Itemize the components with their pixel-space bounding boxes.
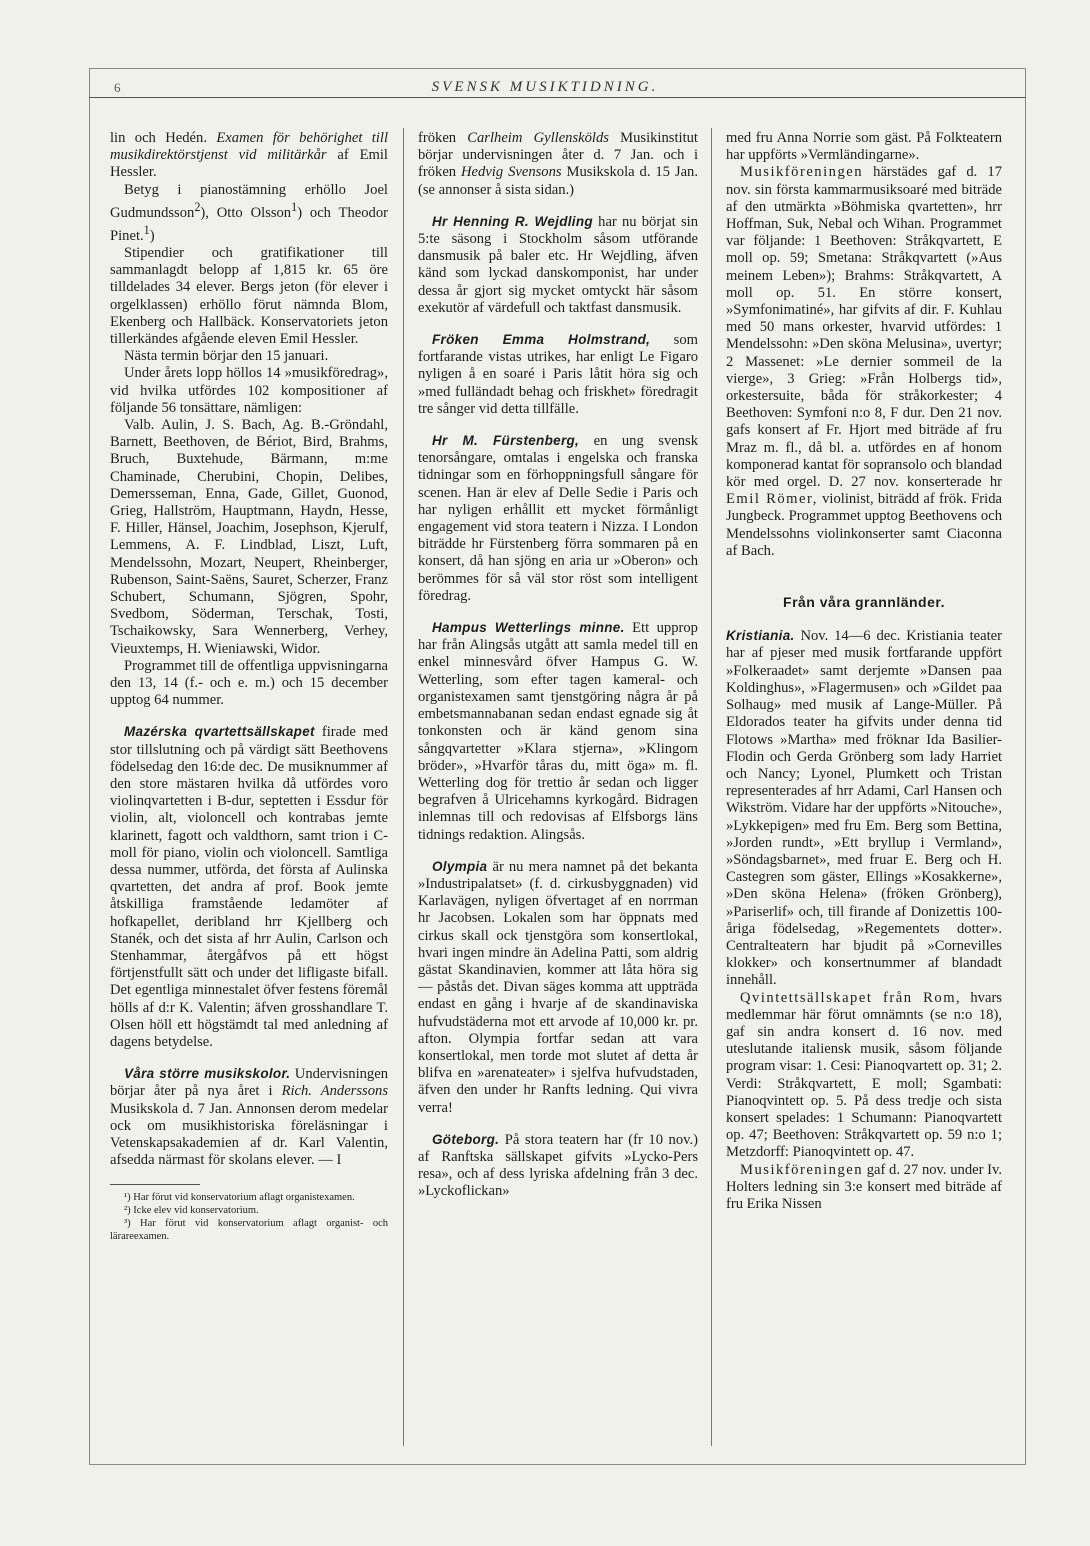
article-holmstrand [418, 331, 698, 418]
text: Icke elev vid konservatorium. [133, 1204, 259, 1216]
footnote-rule [110, 1184, 200, 1185]
text: Musikföreningen [740, 1161, 864, 1178]
paragraph [726, 990, 1002, 1162]
column-3 [726, 130, 1002, 1213]
article-heading: Kristiania. [726, 628, 795, 644]
article-heading: Olympia [432, 858, 488, 874]
article-mazerska [110, 723, 388, 1051]
text: fröken [418, 130, 457, 146]
paragraph: Stipendier och gratifikationer till sammanlagdt belopp af 1,815 kr. 65 öre tilldelades 34 elever. Bergs jeton (för elever i orgelklassen) erhöllo förut nämnda Blom, Ekenberg och Hallbäck. Konservatoriets jeton tillerkändes afgående eleven Emil Hessler. [110, 244, 388, 347]
article-body: är nu mera namnet på det bekanta »Industripalatset» (f. d. cirkusbyggnaden) vid Karlavägen, nyligen öfvertaget af en norrman hr Jacobsen. Lokalen som har öppnats med cirkus skall ock tjenstgöra som konsertlokal, hvari ingen mindre än Adelina Patti, som aldrig gästat Skandinavien, kommer att låta höra sig — påstås det. Divan säges komma att uppträda endast en gång i hvarje af de skandinaviska hufvudstäderna mot ett arvode af 10,000 kr. pr. afton. Olympia fortfar sedan att vara konsertlokal, men torde mot slutet af detta år blifva en »arenateater» i sjelfva hufvudstaden, äfven den under hr Ranfts ledning. Qui vivra verra! [418, 858, 698, 1116]
paragraph: Valb. Aulin, J. S. Bach, Ag. B.-Gröndahl, Barnett, Beethoven, de Bériot, Bird, Brahms, Bruch, Buxtehude, Bärmann, m:me Chaminade, Cherubini, Chopin, Delibes, Demersseman, Enna, Gade, Gillet, Guonod, Grieg, Hallström, Hauptmann, Haydn, Hesse, F. Hiller, Hänsel, Joachim, Josephson, Kjerulf, Lemmens, A. F. Lindblad, Liszt, Luft, Mendelssohn, Mozart, Neupert, Rheinberger, Rubenson, Saint-Saëns, Sauret, Scherzer, Franz Schubert, Schumann, Sjögren, Spohr, Svedbom, Söderman, Terschak, Tosti, Tschaikowsky, Sara Wennerberg, Verhey, Vieuxtemps, H. Wieniawski, Widor. [110, 416, 388, 657]
text: ), Otto Olsson [200, 204, 292, 221]
paragraph: Programmet till de offentliga uppvisningarna den 13, 14 (f.- och e. m.) och 15 december upptog 64 nummer. [110, 657, 388, 709]
paragraph [418, 130, 698, 199]
footnote-marker: ²) [124, 1204, 131, 1216]
text: Emil Römer, [726, 491, 818, 508]
article-body: har nu börjat sin 5:te säsong i Stockholm såsom utförande dansmusik på baler etc. Hr Wejdling, äfven känd som lyckad danskomponist, har under dessa år gjort sig mycket omtyckt här såsom exekutör af värdefull och taktfast dansmusik. [418, 213, 698, 316]
column-1 [110, 130, 388, 1243]
text: violinist, biträdd af frök. Frida Jungbeck. Programmet upptog Beethovens och Mendelssohns violinkonserter samt Ciaconna af Bach. [726, 491, 1002, 559]
article-wejdling [418, 213, 698, 317]
article-body: firade med stor tillslutning och på värdigt sätt Beethovens födelsedag den 16:de dec. De musiknummer af den store mästaren hvilka då utfördes voro violinqvartetten i B-dur, septetten i Essdur för violin, alt, violoncell och kontrabas jemte klarinett, fagott och valdthorn, samt trion i C-moll för piano, violin och violoncell. Samtliga dessa nummer, utförda, det första af Aulinska qvartetten, det andra af prof. Book jemte åtskilliga framstående ledamöter af hofkapellet, deribland hrr Kjellberg och Stanék, och det sista af hrr Aulin, Carlson och Stenhammar, återgåfvos på ett högst förtjenstfullt sätt och under det lifligaste bifall. Det egentliga minnestalet öfver festens föremål hölls af d:r K. Valentin; äfven grosshandlare T. Olsen höll ett högstämdt tal med anledning af dagens betydelse. [110, 724, 388, 1051]
text: gaf d. 27 nov. under Iv. Holters ledning sin 3:e konsert med biträde af fru Erika Nissen [726, 1161, 1002, 1212]
footnote-marker: ¹) [124, 1191, 131, 1203]
text: Betyg i pianostämning erhöllo Joel Gudmundsson [110, 181, 388, 221]
footnote-ref: 1 [143, 222, 150, 237]
article-goteborg [418, 1131, 698, 1201]
article-olympia [418, 858, 698, 1117]
article-body: en ung svensk tenorsångare, omtalas i engelska och franska tidningar som en förhoppningsfull sångare för scenen. Han är elev af Delle Sedie i Paris och har nyligen erhållit ett mycket förmånligt engagement vid stora teatern i Nizza. I London biträdde hr Fürstenberg förra sommaren på en konsert, då han sjöng en aria ur »Oberon» och berömmes för så väl stor röst som intelligent föredrag. [418, 433, 698, 604]
text: Musikföreningen [740, 164, 864, 181]
article-heading: Göteborg. [432, 1131, 500, 1147]
article-body: På stora teatern har (fr 10 nov.) af Ranftska sällskapet gifvits »Lycko-Pers resa», och af dess lyriska afdelning från 3 dec. »Lyckoflickan» [418, 1131, 698, 1200]
paragraph [110, 130, 388, 182]
footnote-marker: ³) [124, 1217, 131, 1229]
text: Qvintettsällskapet från Rom, [740, 989, 962, 1006]
text: hvars medlemmar här förut omnämnts (se n:o 18), gaf sin andra konsert d. 16 nov. med uteslutande italiensk musik, såsom följande program visar: 1. Cesi: Pianoqvartett op. 31; 2. Verdi: Stråkqvartett, E moll; Sgambati: Pianoqvintett op. 5. På dess tredje och sista konsert spelades: 1 Schumann: Pianoqvartett op. 47; Beethoven: Stråkqvartett op. 59 n:o 1; Metzdorff: Pianoqvintett op. 47. [726, 989, 1002, 1161]
paragraph: Nästa termin börjar den 15 januari. [124, 348, 329, 365]
column-rule-2 [711, 128, 712, 1446]
text: Carlheim Gyllenskölds [467, 130, 609, 146]
article-heading: Våra större musikskolor. [124, 1066, 291, 1082]
article-body: Musikskola d. 7 Jan. Annonsen derom medelar ock om musikhistoriska föreläsningar i Vetenskapsakademien af dr. Karl Valentin, afsedda närmast för skolans elever. — I [110, 1100, 388, 1169]
article-body: Ett upprop har från Alingsås utgått att samla medel till en enkel minnesvård öfver Hampus G. W. Wetterling, som efter tagen kameral- och organistexamen samt tjenstgöring några år på embetsmannabanan sedan endast egnade sig åt tonkonsten och är känd genom sina sångqvartetter »Klara stjerna», »Klingom bröder», »Hvarför tåras du, mitt öga» m. fl. Wetterling dog för trettio år sedan och ligger begrafven å Ulricehamns kyrkogård. Bidragen inlemnas till och redovisas af Elfsborgs läns tidnings redaktion. Alingsås. [418, 620, 698, 843]
paragraph [110, 182, 388, 245]
section-title: Från våra grannländer. [783, 594, 945, 611]
article-heading: Hr M. Fürstenberg, [432, 433, 580, 449]
paragraph [726, 164, 1002, 560]
footnote [110, 1217, 388, 1243]
paragraph: med fru Anna Norrie som gäst. På Folkteatern har uppförts »Vermländingarne». [726, 130, 1002, 164]
text: lin och Hedén. [110, 130, 207, 146]
footnote-ref: 1 [291, 199, 298, 214]
article-heading: Hr Henning R. Wejdling [432, 213, 593, 229]
text: Hedvig Svensons [461, 164, 562, 181]
text: af Emil Hessler. [110, 147, 388, 181]
article-musikskolor [110, 1065, 388, 1169]
article-heading: Hampus Wetterlings minne. [432, 620, 625, 636]
page-number: 6 [114, 80, 121, 95]
running-title: SVENSK MUSIKTIDNING. [431, 79, 659, 95]
text: Examen för behörighet till musikdirektörstjenst vid militärkår [110, 130, 388, 164]
article-body: Undervisningen börjar åter på nya året i [110, 1066, 389, 1100]
article-heading: Mazérska qvartettsällskapet [124, 724, 315, 740]
text: härstädes gaf d. 17 nov. sin första kammarmusiksoaré med biträde af den utmärkta »Böhmiska qvartetten», hrr Hoffman, Suk, Nebal och Wihan. Programmet var följande: 1 Beethoven: Stråkqvartett, E moll op. 59; Smetana: Stråkqvartett (»Aus meinem Leben»); Brahms: Stråkqvartett, A moll op. 51. En större konsert, »Symfonimatiné», har gifvits af dir. F. Kuhlau med 50 mans orkester, hvarvid utfördes: 1 Mendelssohn: »Den sköna Melusina», uvertyr; 2 Massenet: »Le dernier sommeil de la vierge», 3 Grieg: »Från Holbergs tid», orkestersuite, båda för stråkorkester; 4 Beethoven: Symfoni n:o 8, F dur. Den 21 nov. gafs konsert af Fr. Hjort med biträde af fru Mraz m. fl., då bl. a. utfördes en af honom komponerad kantat för sopransolo och blandad kör med orgel. D. 27 nov. konserterade hr [726, 164, 1002, 491]
text: Musikskola d. 15 Jan. (se annonser å sista sidan.) [418, 164, 698, 198]
article-body: som fortfarande vistas utrikes, har enligt Le Figaro nyligen å en soaré i Paris låtit höra sig och »med fulländadt behag och friskhet» föredragit tre sånger vid detta tillfälle. [418, 332, 698, 417]
header-rule [89, 97, 1026, 98]
footnote [110, 1191, 388, 1204]
text: Har förut vid konservatorium aflagt organistexamen. [133, 1191, 355, 1203]
paragraph: Under årets lopp höllos 14 »musikföredrag», vid hvilka utfördes 102 kompositioner af följande 56 tonsättare, nämligen: [110, 365, 388, 416]
footnote [110, 1204, 388, 1217]
article-furstenberg [418, 432, 698, 605]
column-rule-1 [403, 128, 404, 1446]
article-body: Nov. 14—6 dec. Kristiania teater har af pjeser med musik fortfarande uppfört »Folkeraadet» samt derjemte »Dansen paa Koldinghus», »Flagermusen» och »Gildet paa Solhaug» med musik af Lange-Müller. På Eldorados teater ha gifvits under denna tid Flotows »Martha» med fröknar Ida Basilier-Flodin och Gerda Grönberg som lady Harriet och Nancy; Lyonel, Plumkett och Tristan representerades af hrr Adami, Carl Hansen och Wikström. Vidare har der uppförts »Nitouche», »Lykkepigen» med fru Em. Berg som Bettina, »Jorden rundt», »Ett bryllup i Vermland», »Söndagsbarnet», med fruar E. Berg och H. Castegren som gäster, Ellings »Kosakkerne», »Den sköna Helena» (fröken Grönberg), »Pariserlif» och, till firande af Donizettis 100-åriga födelsedag, »Regementets dotter». Centralteatern har bjudit på »Cornevilles klokker» och konsertnummer af blandadt innehåll. [726, 628, 1002, 989]
text: ) och Theodor Pinet. [110, 204, 388, 244]
text: Har förut vid konservatorium aflagt organist- och lärareexamen. [110, 1217, 389, 1242]
paragraph [726, 1162, 1002, 1214]
article-heading: Fröken Emma Holmstrand, [432, 332, 651, 348]
footnote-ref: 2 [194, 199, 201, 214]
article-wetterling [418, 619, 698, 844]
article-kristiania [726, 627, 1002, 989]
text: Rich. Anderssons [281, 1083, 388, 1100]
text: ) [149, 227, 155, 244]
column-2 [418, 130, 698, 1201]
text: Musikinstitut börjar undervisningen åter d. 7 Jan. och i fröken [418, 130, 698, 181]
